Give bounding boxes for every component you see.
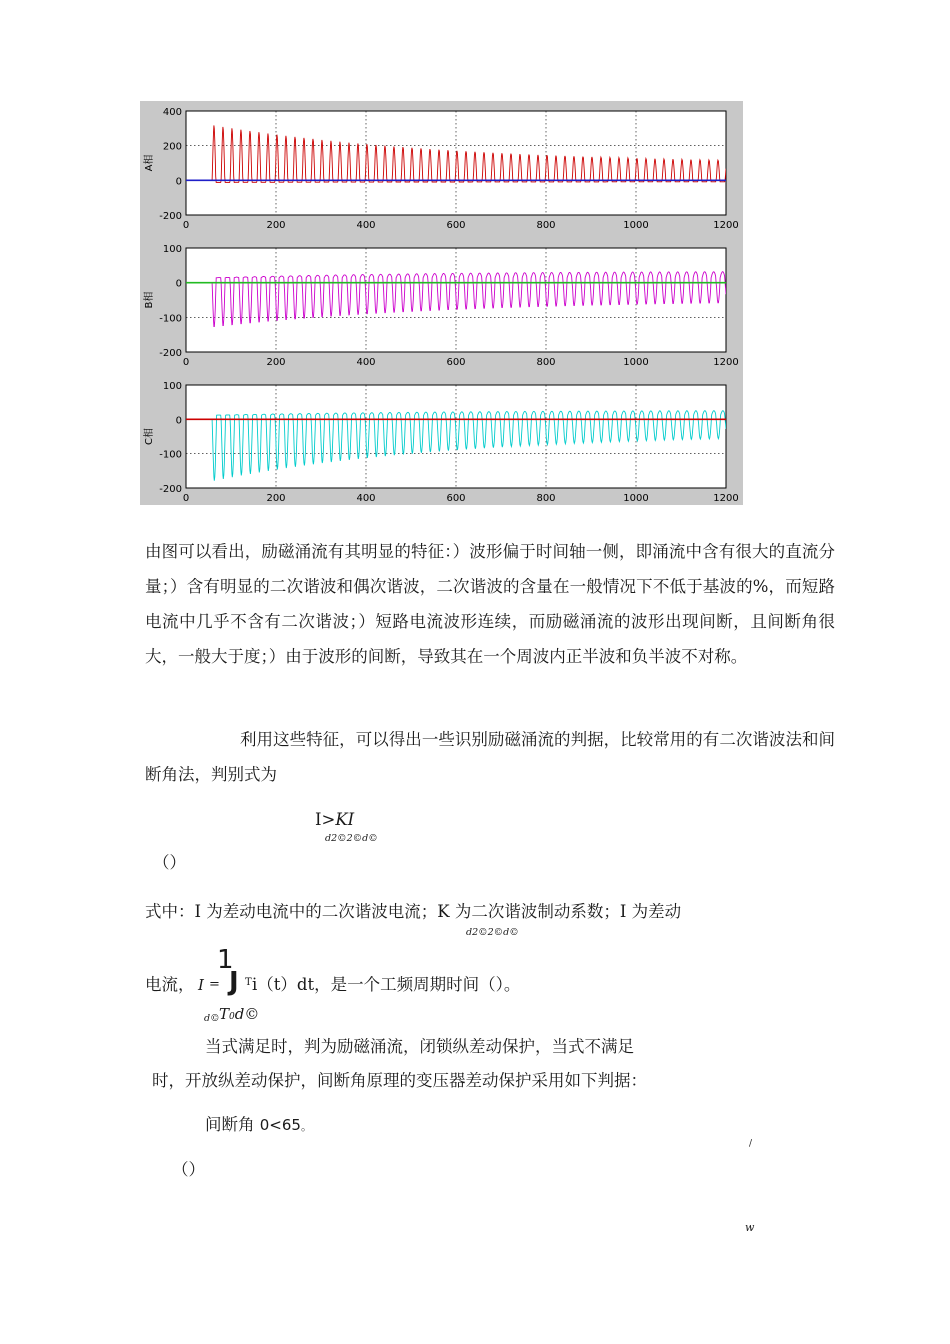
mark-w: w [745,1221,755,1234]
x-tick-label: 400 [356,357,376,368]
gap-angle-unit: 。 [300,1120,312,1133]
y-tick-label: 400 [162,107,182,118]
paragraph-criteria: 利用这些特征，可以得出一些识别励磁涌流的判据，比较常用的有二次谐波法和间断角法，判别式为 [145,730,835,784]
x-tick-label: 1000 [623,220,649,231]
integral-body: i（t）dt，是一个工频周期时间（）。 [252,975,521,994]
x-tick-label: 1200 [713,357,739,368]
x-tick-label: 0 [182,357,190,368]
y-axis-label: C相 [144,428,155,445]
gap-angle-line [205,1115,312,1137]
period-symbol [219,1004,259,1027]
period-subscript: 0 [229,1012,235,1022]
integral-sign: J [229,967,239,997]
gap-angle-label: 间断角 [205,1115,260,1134]
paragraph-judgement-a: 当式满足时，判为励磁涌流，闭锁纵差动保护，当式不满足 [205,1037,634,1056]
mark-slash: / [749,1139,753,1149]
line-differential-current [145,975,195,995]
paragraph-characteristics: 由图可以看出，励磁涌流有其明显的特征：）波形偏于时间轴一侧，即涌流中含有很大的直流分量；）含有明显的二次谐波和偶次谐波，二次谐波的含量在一般情况下不低于基波的%，而短路电流中几乎不含有二次谐波；）短路电流波形连续，而励磁涌流的波形出现间断，且间断角很大，一般大于度；）由于波形的间断，导致其在一个周波内正半波和负半波不对称。 [145,542,835,666]
plot-panel-3 [142,381,739,504]
y-tick-label: -200 [159,348,182,359]
x-tick-label: 0 [182,220,190,231]
diff-current-equals: = [209,977,220,992]
y-tick-label: -100 [159,313,182,325]
y-axis-label: A相 [144,154,155,172]
y-tick-label: -200 [159,484,182,495]
formula-second-harmonic [315,810,354,830]
diff-current-label: 电流， [145,975,195,994]
waveform-figure [140,101,743,505]
x-tick-label: 1000 [623,357,649,368]
formula-main-b: KI [335,810,355,829]
diff-current-subscript: d© [204,1013,220,1024]
gap-angle-value: 0<65 [259,1116,301,1134]
x-tick-label: 1200 [713,493,739,504]
y-tick-label: 100 [162,381,182,392]
x-tick-label: 800 [536,220,556,231]
y-tick-label: 0 [175,415,182,427]
integral-upper-limit: T [245,977,252,988]
x-tick-label: 0 [182,493,190,504]
y-tick-label: 0 [175,278,182,290]
formula-main-a: I> [315,810,336,829]
plot-panel-1 [142,107,739,231]
x-tick-label: 200 [266,220,286,231]
x-tick-label: 400 [356,220,376,231]
x-tick-label: 200 [266,493,286,504]
y-tick-label: -200 [159,211,182,222]
y-tick-label: 100 [162,244,182,255]
line-where-subscript: d2©2©d© [466,927,519,938]
y-axis-label: B相 [144,291,155,309]
x-tick-label: 800 [536,357,556,368]
equation-number-2: （） [172,1160,205,1179]
x-tick-label: 600 [446,220,466,231]
equation-number-1: （） [153,853,186,872]
y-tick-label: -100 [159,449,182,461]
x-tick-label: 800 [536,493,556,504]
period-d: d© [234,1005,260,1023]
period-T: T [219,1005,230,1023]
diff-current-symbol: I [198,976,204,994]
line-where: 式中：I 为差动电流中的二次谐波电流；K 为二次谐波制动系数；I 为差动 [145,902,682,921]
fraction-one: 1 [217,945,234,975]
x-tick-label: 200 [266,357,286,368]
y-tick-label: 0 [175,176,182,188]
formula-subscript: d2©2©d© [325,833,378,844]
y-tick-label: 200 [162,141,182,153]
x-tick-label: 1000 [623,493,649,504]
x-tick-label: 600 [446,357,466,368]
x-tick-label: 600 [446,493,466,504]
x-tick-label: 400 [356,493,376,504]
paragraph-judgement-b: 时，开放纵差动保护，间断角原理的变压器差动保护采用如下判据： [152,1071,647,1090]
x-tick-label: 1200 [713,220,739,231]
plot-panel-2 [142,244,739,368]
